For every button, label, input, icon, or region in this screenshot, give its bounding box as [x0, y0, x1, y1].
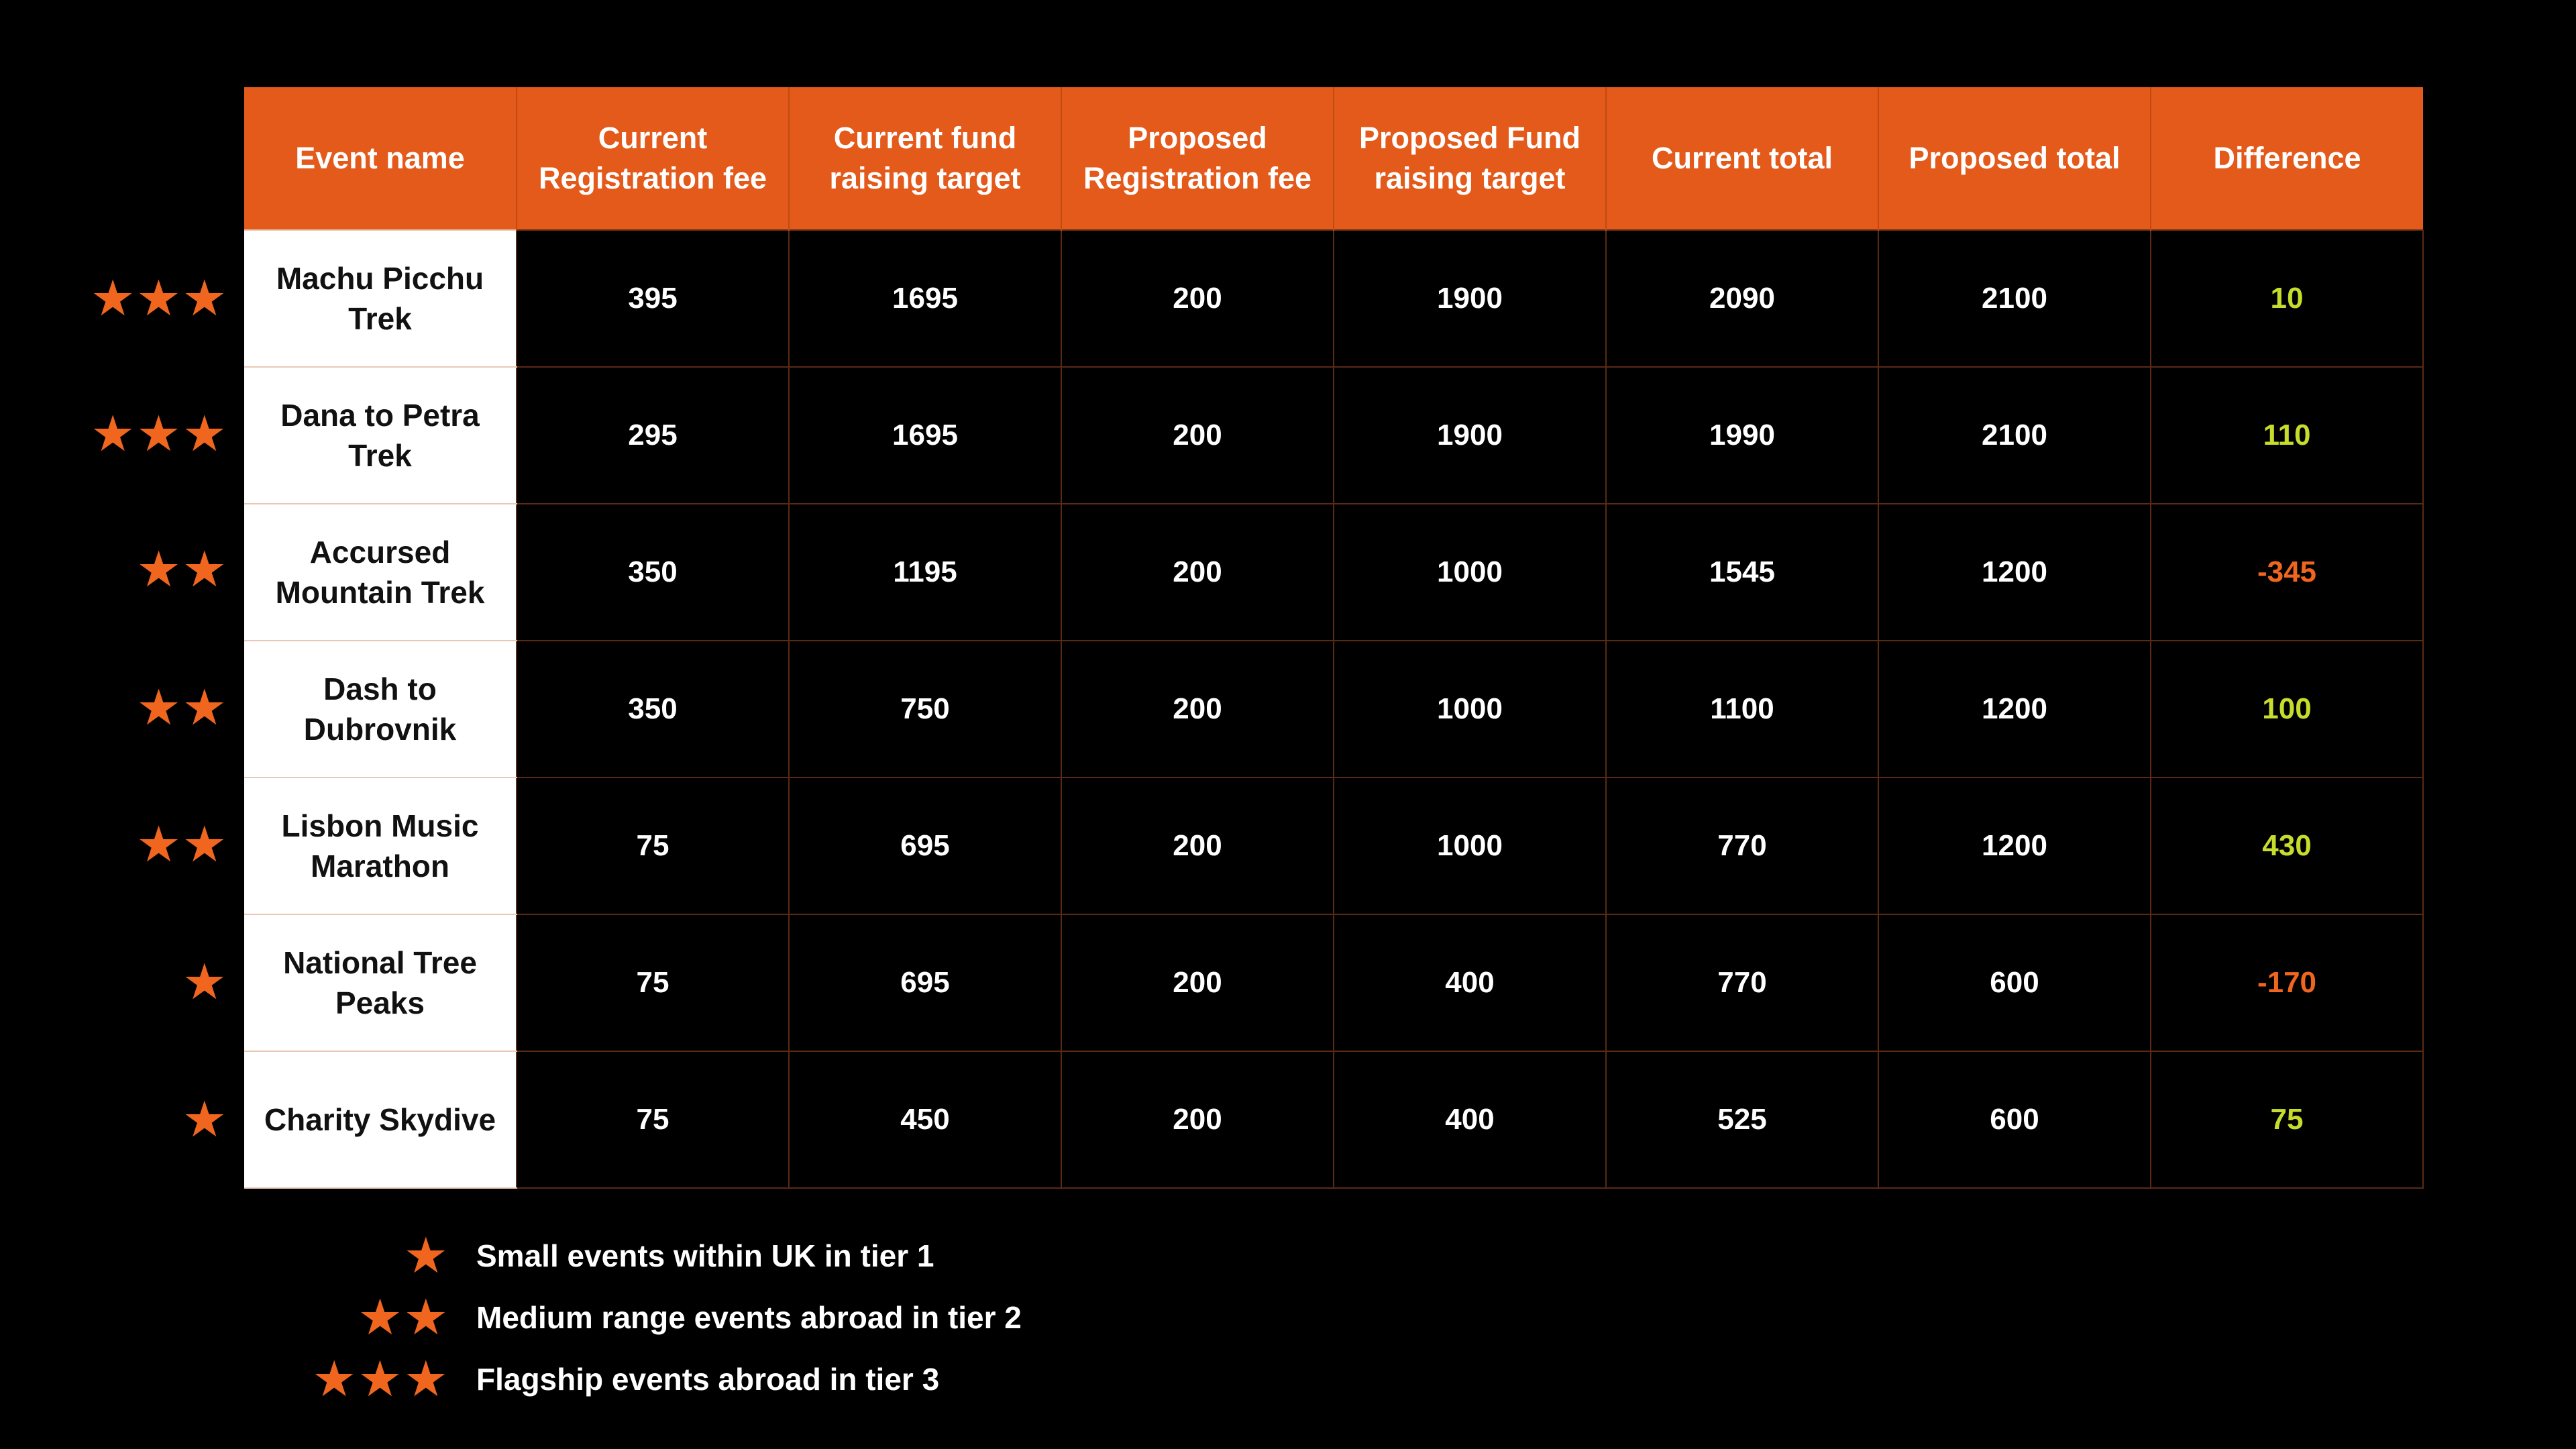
- tier-stars-icon: ★★: [136, 816, 228, 872]
- current-registration-fee-cell: 350: [517, 504, 789, 641]
- star-icon: ★★: [358, 1289, 449, 1345]
- proposed-fund-raising-target-cell: 400: [1334, 1051, 1606, 1188]
- proposed-registration-fee-cell: 200: [1061, 504, 1334, 641]
- current-registration-fee-cell: 75: [517, 914, 789, 1051]
- event-name-cell: Dana to Petra Trek: [244, 367, 517, 504]
- current-total-cell: 2090: [1606, 230, 1878, 367]
- difference-cell: 430: [2151, 777, 2423, 914]
- header-current-total: Current total: [1606, 87, 1878, 230]
- header-event-name: Event name: [244, 87, 517, 230]
- tier-stars-icon: ★: [182, 954, 228, 1010]
- legend-label: Small events within UK in tier 1: [476, 1238, 934, 1273]
- proposed-total-cell: 1200: [1878, 504, 2151, 641]
- proposed-total-cell: 1200: [1878, 641, 2151, 777]
- current-fund-raising-target-cell: 750: [789, 641, 1061, 777]
- proposed-registration-fee-cell: 200: [1061, 641, 1334, 777]
- difference-cell: 100: [2151, 641, 2423, 777]
- proposed-registration-fee-cell: 200: [1061, 1051, 1334, 1188]
- proposed-total-cell: 600: [1878, 1051, 2151, 1188]
- event-name-cell: Dash to Dubrovnik: [244, 641, 517, 777]
- table-row: [244, 641, 2423, 777]
- event-name-cell: National Tree Peaks: [244, 914, 517, 1051]
- difference-cell: -345: [2151, 504, 2423, 641]
- proposed-fund-raising-target-cell: 1000: [1334, 641, 1606, 777]
- table-row: [244, 367, 2423, 504]
- current-registration-fee-cell: 75: [517, 1051, 789, 1188]
- table-row: [244, 230, 2423, 367]
- difference-cell: 10: [2151, 230, 2423, 367]
- proposed-registration-fee-cell: 200: [1061, 914, 1334, 1051]
- table-row: [244, 777, 2423, 914]
- event-name-cell: Machu Picchu Trek: [244, 230, 517, 367]
- legend-label: Flagship events abroad in tier 3: [476, 1362, 940, 1397]
- current-total-cell: 525: [1606, 1051, 1878, 1188]
- header-difference: Difference: [2151, 87, 2423, 230]
- difference-cell: 110: [2151, 367, 2423, 504]
- proposed-fund-raising-target-cell: 1900: [1334, 367, 1606, 504]
- difference-cell: -170: [2151, 914, 2423, 1051]
- header-proposed-total: Proposed total: [1878, 87, 2151, 230]
- current-fund-raising-target-cell: 1195: [789, 504, 1061, 641]
- proposed-total-cell: 2100: [1878, 230, 2151, 367]
- current-fund-raising-target-cell: 1695: [789, 367, 1061, 504]
- header-proposed-fund-raising-target: Proposed Fund raising target: [1334, 87, 1606, 230]
- current-total-cell: 770: [1606, 914, 1878, 1051]
- fees-table: [244, 87, 2424, 1189]
- legend-label: Medium range events abroad in tier 2: [476, 1300, 1022, 1335]
- tier-stars-icon: ★★★: [90, 406, 228, 462]
- event-name-cell: Charity Skydive: [244, 1051, 517, 1188]
- header-proposed-registration-fee: Proposed Registration fee: [1061, 87, 1334, 230]
- table-row: [244, 1051, 2423, 1188]
- table-row: [244, 914, 2423, 1051]
- tier-stars-icon: ★: [182, 1091, 228, 1147]
- current-registration-fee-cell: 75: [517, 777, 789, 914]
- proposed-total-cell: 2100: [1878, 367, 2151, 504]
- current-fund-raising-target-cell: 1695: [789, 230, 1061, 367]
- star-icon: ★: [403, 1228, 449, 1283]
- proposed-fund-raising-target-cell: 1900: [1334, 230, 1606, 367]
- proposed-registration-fee-cell: 200: [1061, 777, 1334, 914]
- tier-stars-icon: ★★★: [90, 270, 228, 326]
- header-current-fund-raising-target: Current fund raising target: [789, 87, 1061, 230]
- current-fund-raising-target-cell: 450: [789, 1051, 1061, 1188]
- current-registration-fee-cell: 350: [517, 641, 789, 777]
- tier-stars-icon: ★★: [136, 680, 228, 735]
- star-icon: ★★★: [311, 1351, 449, 1407]
- header-current-registration-fee: Current Registration fee: [517, 87, 789, 230]
- proposed-fund-raising-target-cell: 1000: [1334, 504, 1606, 641]
- tier-stars-icon: ★★: [136, 541, 228, 597]
- table-header-row: [244, 87, 2423, 230]
- proposed-fund-raising-target-cell: 1000: [1334, 777, 1606, 914]
- proposed-registration-fee-cell: 200: [1061, 367, 1334, 504]
- current-fund-raising-target-cell: 695: [789, 914, 1061, 1051]
- proposed-total-cell: 600: [1878, 914, 2151, 1051]
- current-total-cell: 1545: [1606, 504, 1878, 641]
- current-registration-fee-cell: 295: [517, 367, 789, 504]
- difference-cell: 75: [2151, 1051, 2423, 1188]
- table-row: [244, 504, 2423, 641]
- proposed-registration-fee-cell: 200: [1061, 230, 1334, 367]
- proposed-fund-raising-target-cell: 400: [1334, 914, 1606, 1051]
- current-total-cell: 1100: [1606, 641, 1878, 777]
- event-name-cell: Accursed Mountain Trek: [244, 504, 517, 641]
- proposed-total-cell: 1200: [1878, 777, 2151, 914]
- current-fund-raising-target-cell: 695: [789, 777, 1061, 914]
- event-name-cell: Lisbon Music Marathon: [244, 777, 517, 914]
- fees-table-container: [244, 87, 2423, 1189]
- current-registration-fee-cell: 395: [517, 230, 789, 367]
- current-total-cell: 1990: [1606, 367, 1878, 504]
- current-total-cell: 770: [1606, 777, 1878, 914]
